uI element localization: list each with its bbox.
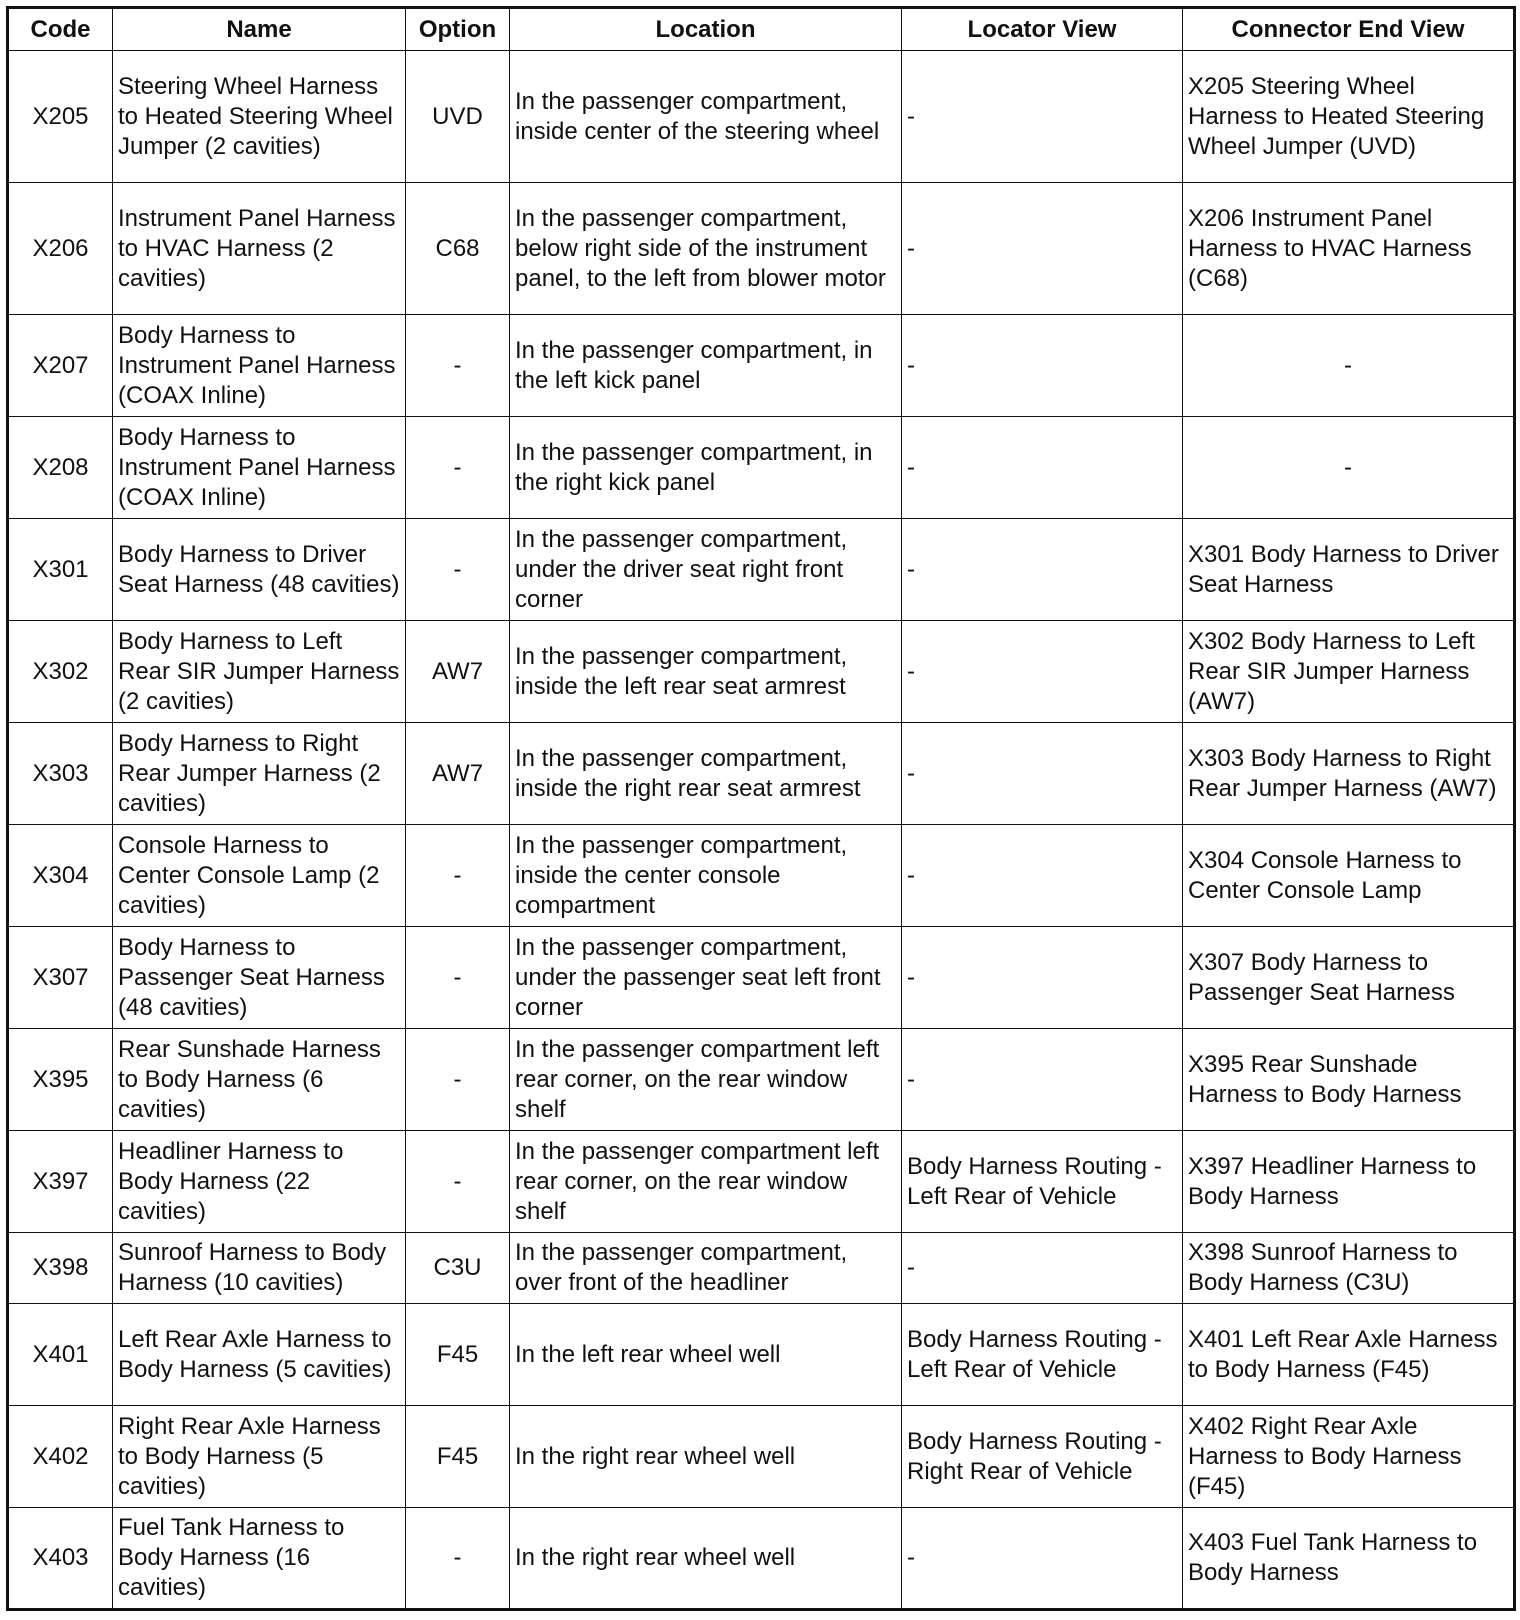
cell-name: Rear Sunshade Harness to Body Harness (6 cavities) (113, 1029, 406, 1131)
cell-name: Body Harness to Passenger Seat Harness (48 cavities) (113, 927, 406, 1029)
cell-connector-end-view: - (1183, 315, 1515, 417)
header-code: Code (8, 8, 113, 51)
cell-locator-view: - (902, 621, 1183, 723)
table-row (8, 621, 1515, 723)
cell-connector-end-view: X301 Body Harness to Driver Seat Harness (1183, 519, 1515, 621)
header-name: Name (113, 8, 406, 51)
cell-option: - (406, 1508, 510, 1610)
cell-location: In the passenger compartment, over front of the headliner (510, 1233, 902, 1304)
cell-location: In the passenger compartment, under the driver seat right front corner (510, 519, 902, 621)
cell-option: - (406, 315, 510, 417)
header-connector-end-view: Connector End View (1183, 8, 1515, 51)
cell-name: Body Harness to Right Rear Jumper Harness (2 cavities) (113, 723, 406, 825)
cell-option: F45 (406, 1304, 510, 1406)
table-row (8, 1233, 1515, 1304)
cell-name: Body Harness to Instrument Panel Harness (COAX Inline) (113, 417, 406, 519)
cell-code: X301 (8, 519, 113, 621)
table-row (8, 51, 1515, 183)
cell-connector-end-view: X398 Sunroof Harness to Body Harness (C3U) (1183, 1233, 1515, 1304)
table-row (8, 1029, 1515, 1131)
cell-locator-view: Body Harness Routing - Right Rear of Vehicle (902, 1406, 1183, 1508)
cell-locator-view: - (902, 51, 1183, 183)
cell-locator-view: - (902, 723, 1183, 825)
cell-option: C68 (406, 183, 510, 315)
cell-location: In the passenger compartment left rear corner, on the rear window shelf (510, 1029, 902, 1131)
cell-connector-end-view: X395 Rear Sunshade Harness to Body Harness (1183, 1029, 1515, 1131)
cell-name: Headliner Harness to Body Harness (22 cavities) (113, 1131, 406, 1233)
table-row (8, 825, 1515, 927)
table-row (8, 315, 1515, 417)
cell-connector-end-view: X397 Headliner Harness to Body Harness (1183, 1131, 1515, 1233)
cell-option: UVD (406, 51, 510, 183)
cell-location: In the passenger compartment left rear corner, on the rear window shelf (510, 1131, 902, 1233)
table-row (8, 927, 1515, 1029)
cell-option: - (406, 417, 510, 519)
cell-locator-view: - (902, 183, 1183, 315)
cell-connector-end-view: X307 Body Harness to Passenger Seat Harness (1183, 927, 1515, 1029)
cell-name: Right Rear Axle Harness to Body Harness (5 cavities) (113, 1406, 406, 1508)
cell-locator-view: - (902, 1029, 1183, 1131)
table-row (8, 1406, 1515, 1508)
cell-option: - (406, 1029, 510, 1131)
cell-code: X206 (8, 183, 113, 315)
cell-code: X205 (8, 51, 113, 183)
cell-name: Sunroof Harness to Body Harness (10 cavities) (113, 1233, 406, 1304)
table-row (8, 519, 1515, 621)
cell-connector-end-view: X401 Left Rear Axle Harness to Body Harness (F45) (1183, 1304, 1515, 1406)
cell-name: Left Rear Axle Harness to Body Harness (5 cavities) (113, 1304, 406, 1406)
cell-code: X402 (8, 1406, 113, 1508)
cell-code: X303 (8, 723, 113, 825)
cell-location: In the passenger compartment, inside center of the steering wheel (510, 51, 902, 183)
cell-option: - (406, 519, 510, 621)
cell-location: In the right rear wheel well (510, 1406, 902, 1508)
cell-location: In the left rear wheel well (510, 1304, 902, 1406)
cell-connector-end-view: X403 Fuel Tank Harness to Body Harness (1183, 1508, 1515, 1610)
cell-connector-end-view: X206 Instrument Panel Harness to HVAC Harness (C68) (1183, 183, 1515, 315)
cell-option: AW7 (406, 621, 510, 723)
cell-locator-view: Body Harness Routing - Left Rear of Vehicle (902, 1131, 1183, 1233)
cell-locator-view: - (902, 519, 1183, 621)
table-row (8, 723, 1515, 825)
header-row (8, 8, 1515, 51)
table-row (8, 1131, 1515, 1233)
cell-location: In the passenger compartment, below right side of the instrument panel, to the left from blower motor (510, 183, 902, 315)
cell-name: Body Harness to Left Rear SIR Jumper Harness (2 cavities) (113, 621, 406, 723)
cell-code: X304 (8, 825, 113, 927)
cell-location: In the passenger compartment, inside the center console compartment (510, 825, 902, 927)
cell-location: In the passenger compartment, inside the right rear seat armrest (510, 723, 902, 825)
header-option: Option (406, 8, 510, 51)
cell-code: X395 (8, 1029, 113, 1131)
table-row (8, 1508, 1515, 1610)
cell-location: In the passenger compartment, in the left kick panel (510, 315, 902, 417)
cell-locator-view: Body Harness Routing - Left Rear of Vehicle (902, 1304, 1183, 1406)
cell-locator-view: - (902, 825, 1183, 927)
cell-code: X398 (8, 1233, 113, 1304)
cell-option: - (406, 927, 510, 1029)
connector-table (6, 6, 1516, 1611)
cell-option: - (406, 1131, 510, 1233)
cell-locator-view: - (902, 417, 1183, 519)
cell-option: - (406, 825, 510, 927)
cell-name: Steering Wheel Harness to Heated Steering Wheel Jumper (2 cavities) (113, 51, 406, 183)
cell-code: X397 (8, 1131, 113, 1233)
cell-code: X401 (8, 1304, 113, 1406)
cell-option: F45 (406, 1406, 510, 1508)
cell-connector-end-view: - (1183, 417, 1515, 519)
cell-location: In the passenger compartment, in the right kick panel (510, 417, 902, 519)
cell-option: AW7 (406, 723, 510, 825)
table-row (8, 417, 1515, 519)
cell-name: Instrument Panel Harness to HVAC Harness (2 cavities) (113, 183, 406, 315)
cell-code: X307 (8, 927, 113, 1029)
cell-connector-end-view: X402 Right Rear Axle Harness to Body Harness (F45) (1183, 1406, 1515, 1508)
cell-name: Body Harness to Driver Seat Harness (48 cavities) (113, 519, 406, 621)
cell-location: In the passenger compartment, inside the left rear seat armrest (510, 621, 902, 723)
cell-code: X208 (8, 417, 113, 519)
cell-location: In the right rear wheel well (510, 1508, 902, 1610)
table-row (8, 183, 1515, 315)
cell-locator-view: - (902, 1508, 1183, 1610)
cell-code: X403 (8, 1508, 113, 1610)
cell-connector-end-view: X302 Body Harness to Left Rear SIR Jumper Harness (AW7) (1183, 621, 1515, 723)
cell-connector-end-view: X303 Body Harness to Right Rear Jumper Harness (AW7) (1183, 723, 1515, 825)
header-location: Location (510, 8, 902, 51)
cell-connector-end-view: X304 Console Harness to Center Console Lamp (1183, 825, 1515, 927)
cell-locator-view: - (902, 1233, 1183, 1304)
cell-connector-end-view: X205 Steering Wheel Harness to Heated Steering Wheel Jumper (UVD) (1183, 51, 1515, 183)
cell-option: C3U (406, 1233, 510, 1304)
cell-locator-view: - (902, 315, 1183, 417)
cell-location: In the passenger compartment, under the passenger seat left front corner (510, 927, 902, 1029)
cell-code: X302 (8, 621, 113, 723)
cell-name: Console Harness to Center Console Lamp (2 cavities) (113, 825, 406, 927)
cell-name: Body Harness to Instrument Panel Harness (COAX Inline) (113, 315, 406, 417)
cell-locator-view: - (902, 927, 1183, 1029)
header-locator-view: Locator View (902, 8, 1183, 51)
table-row (8, 1304, 1515, 1406)
cell-code: X207 (8, 315, 113, 417)
cell-name: Fuel Tank Harness to Body Harness (16 cavities) (113, 1508, 406, 1610)
